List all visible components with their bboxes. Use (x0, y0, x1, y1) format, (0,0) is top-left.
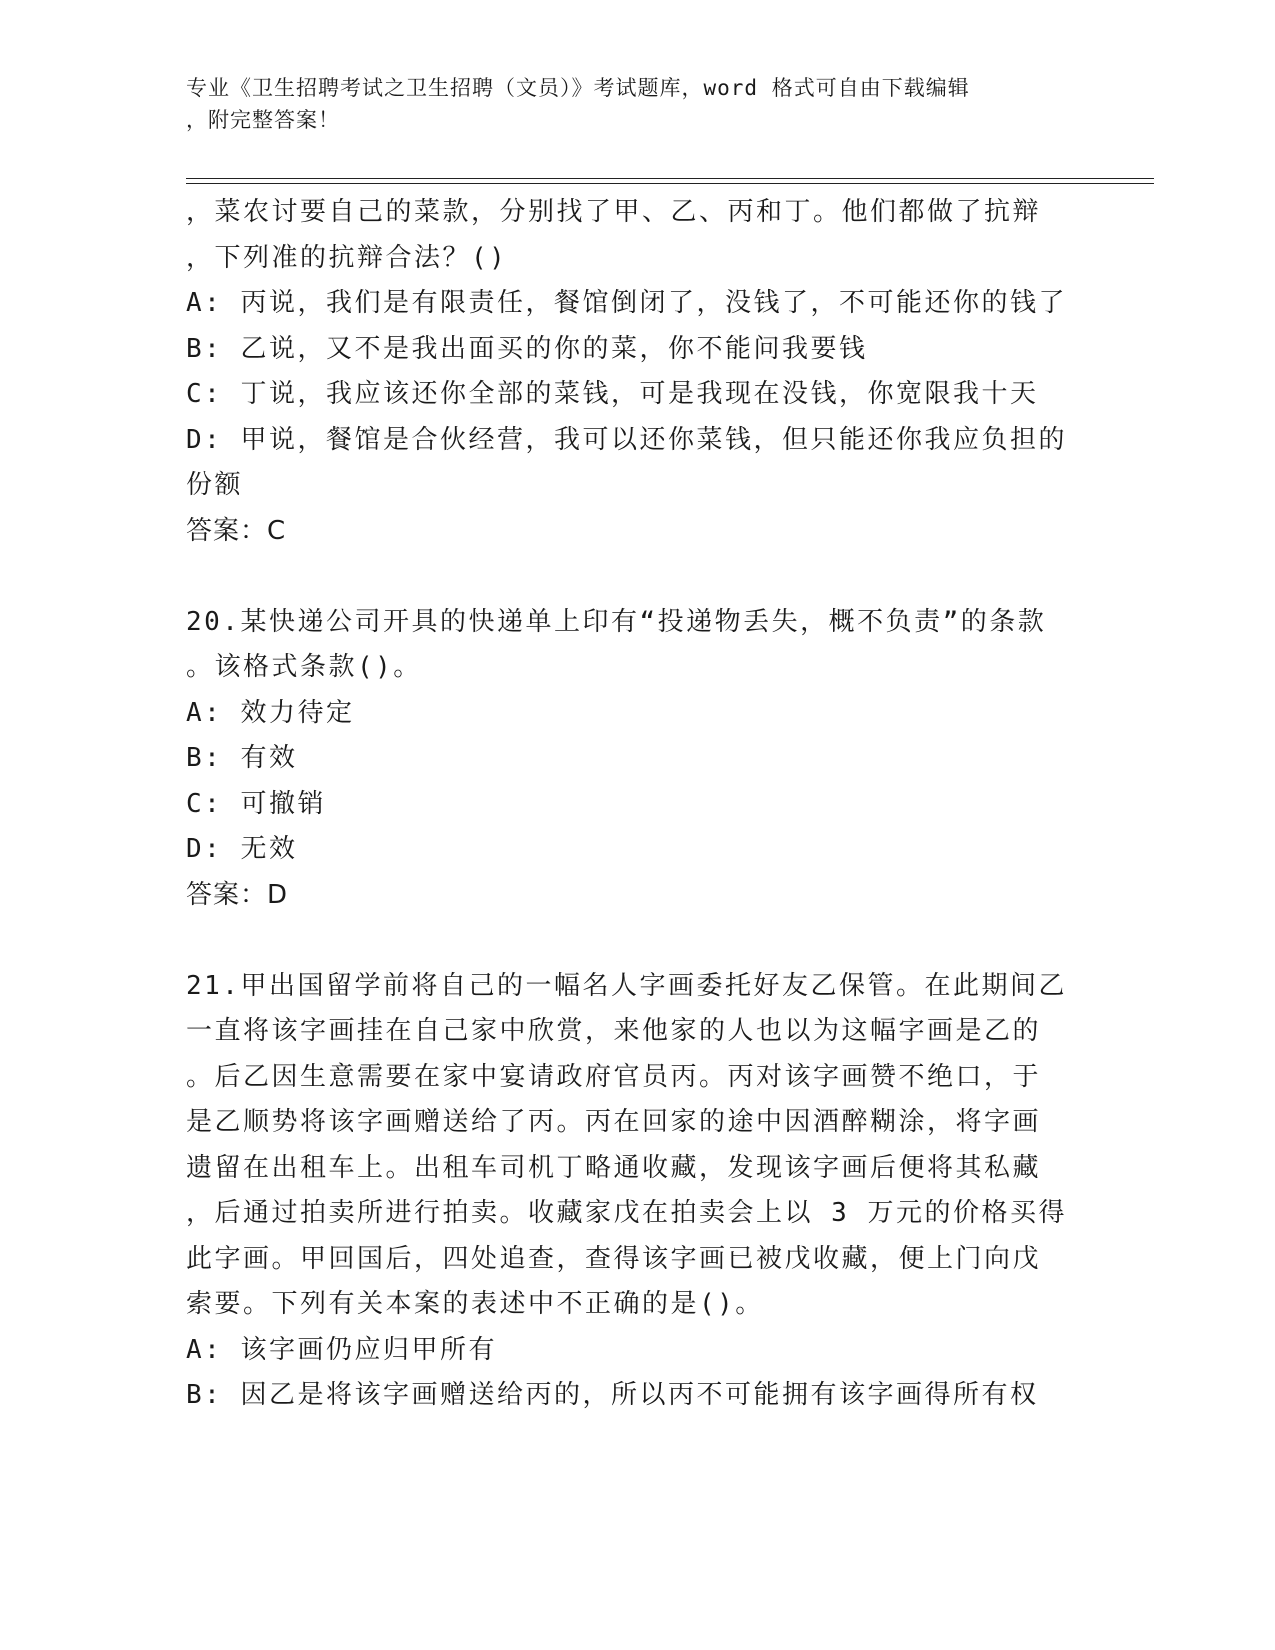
spacer (186, 554, 1081, 600)
option-a: A: 丙说，我们是有限责任，餐馆倒闭了，没钱了，不可能还你的钱了 (186, 288, 1067, 318)
option-c: C: 可撤销 (186, 788, 326, 819)
question-stem-line: 20.某快递公司开具的快递单上印有“投递物丢失，概不负责”的条款 (186, 606, 1047, 637)
question-stem-line: 。后乙因生意需要在家中宴请政府官员丙。丙对该字画赞不绝口，于 (186, 1061, 1042, 1092)
option-d-continued: 份额 (186, 470, 244, 500)
question-stem-line: ，菜农讨要自己的菜款，分别找了甲、乙、丙和丁。他们都做了抗辩 (186, 197, 1042, 227)
option-d: D: 甲说，餐馆是合伙经营，我可以还你菜钱，但只能还你我应负担的 (186, 424, 1067, 455)
option-b: B: 有效 (186, 743, 298, 773)
header-line-1: 专业《卫生招聘考试之卫生招聘（文员）》考试题库，word 格式可自由下载编辑 (186, 76, 970, 100)
question-stem-line: 是乙顺势将该字画赠送给了丙。丙在回家的途中因酒醉糊涂，将字画 (186, 1107, 1042, 1137)
answer-label: 答案：C (186, 515, 287, 546)
question-stem-line: 21.甲出国留学前将自己的一幅名人字画委托好友乙保管。在此期间乙 (186, 970, 1067, 1001)
spacer (186, 918, 1081, 964)
option-a: A: 该字画仍应归甲所有 (186, 1334, 497, 1365)
question-stem-line: 遗留在出租车上。出租车司机丁略通收藏，发现该字画后便将其私藏 (186, 1152, 1042, 1183)
option-a: A: 效力待定 (186, 697, 355, 728)
question-stem-line: 。该格式条款()。 (186, 652, 422, 682)
question-21 (186, 964, 1081, 1419)
header-line-2: ，附完整答案！ (186, 108, 340, 132)
question-stem-line: 一直将该字画挂在自己家中欣赏，来他家的人也以为这幅字画是乙的 (186, 1016, 1042, 1046)
option-b: B: 因乙是将该字画赠送给丙的，所以丙不可能拥有该字画得所有权 (186, 1380, 1039, 1410)
option-d: D: 无效 (186, 834, 298, 864)
question-19 (186, 190, 1081, 554)
header-rule-bottom (186, 183, 1154, 184)
header-rule-top (186, 178, 1154, 179)
question-20 (186, 600, 1081, 919)
answer-label: 答案：D (186, 879, 289, 910)
option-c: C: 丁说，我应该还你全部的菜钱，可是我现在没钱，你宽限我十天 (186, 379, 1039, 409)
document-body (186, 190, 1081, 1419)
question-stem-line: 此字画。甲回国后，四处追查，查得该字画已被戊收藏，便上门向戊 (186, 1243, 1042, 1274)
question-stem-line: ，后通过拍卖所进行拍卖。收藏家戊在拍卖会上以 3 万元的价格买得 (186, 1198, 1067, 1228)
document-header (186, 72, 1066, 136)
question-stem-line: ，下列准的抗辩合法？() (186, 242, 508, 273)
question-stem-line: 索要。下列有关本案的表述中不正确的是()。 (186, 1289, 764, 1319)
option-b: B: 乙说，又不是我出面买的你的菜，你不能问我要钱 (186, 333, 868, 364)
